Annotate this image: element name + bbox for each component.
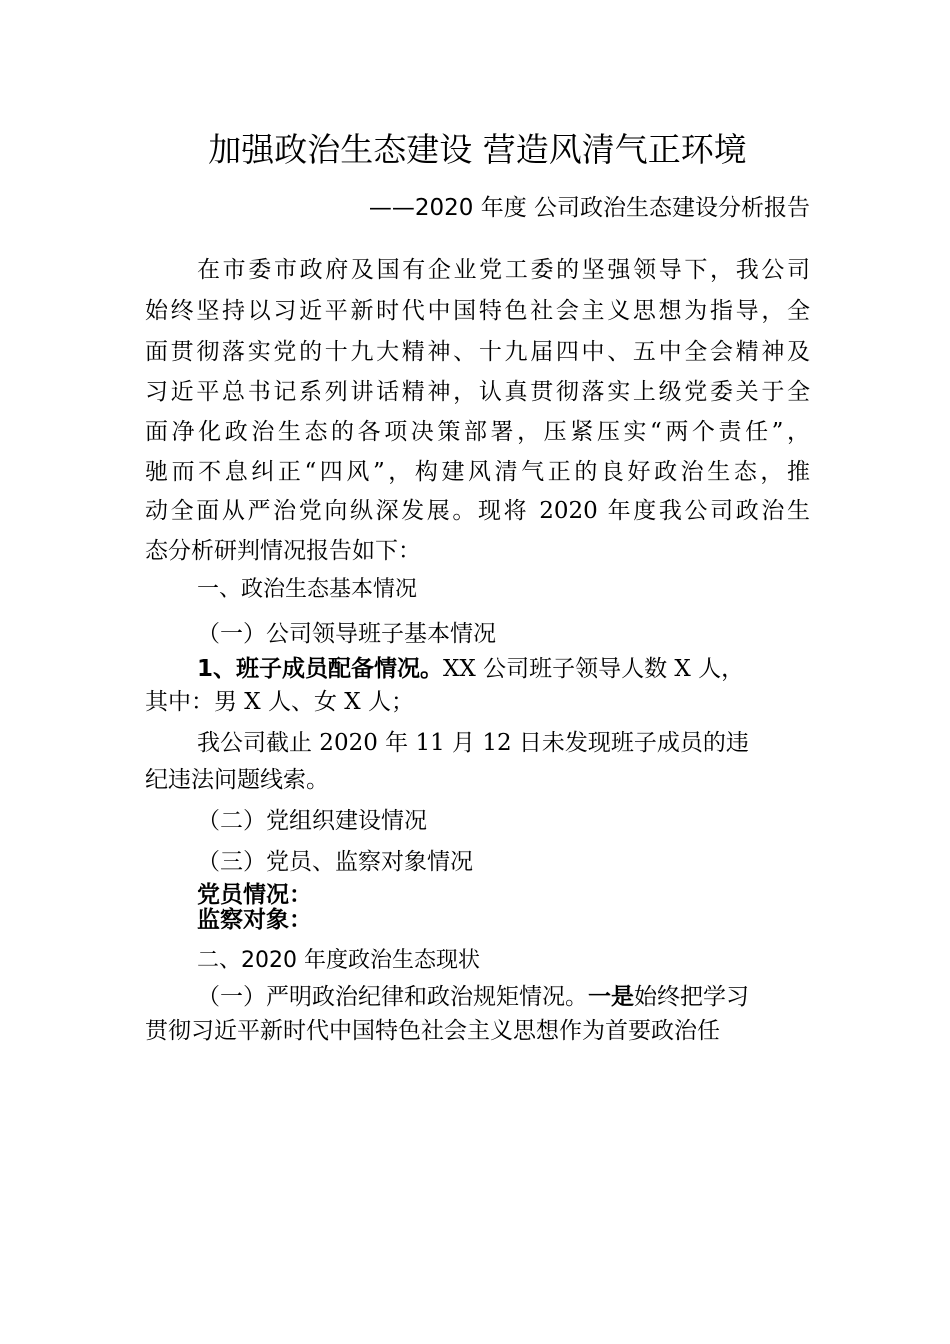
sub3-heading: （三）党员、监察对象情况 [197, 849, 473, 875]
intro-line-3: 面贯彻落实党的十九大精神、十九届四中、五中全会精神及 [145, 339, 810, 365]
sub4-rest: 始终把学习 [634, 984, 749, 1010]
intro-line-1: 在市委市政府及国有企业党工委的坚强领导下，我公司 [197, 257, 810, 283]
item1-text: XX 公司班子领导人数 X 人， [443, 656, 745, 682]
section2-heading: 二、2020 年度政治生态现状 [197, 948, 480, 973]
sub4-line [197, 983, 810, 1011]
sub4-bold: 一是 [588, 984, 634, 1010]
item1-line-2: 其中：男 X 人、女 X 人； [145, 689, 414, 715]
intro-line-5: 面净化政治生态的各项决策部署，压紧压实“两个责任”， [145, 419, 810, 445]
sub1-heading: （一）公司领导班子基本情况 [197, 621, 496, 647]
document-subtitle: ——2020 年度 公司政治生态建设分析报告 [368, 195, 810, 221]
para2-line-1: 我公司截止 2020 年 11 月 12 日未发现班子成员的违 [197, 730, 749, 756]
supervision-label: 监察对象： [197, 907, 312, 933]
intro-line-8: 态分析研判情况报告如下： [145, 538, 421, 564]
intro-line-7: 动全面从严治党向纵深发展。现将 2020 年度我公司政治生 [145, 498, 810, 524]
item1-line [197, 655, 810, 683]
intro-line-4: 习近平总书记系列讲话精神，认真贯彻落实上级党委关于全 [145, 379, 810, 405]
intro-line-6: 驰而不息纠正“四风”，构建风清气正的良好政治生态，推 [145, 459, 810, 485]
intro-line-2: 始终坚持以习近平新时代中国特色社会主义思想为指导，全 [145, 298, 810, 324]
sub4-text: （一）严明政治纪律和政治规矩情况。 [197, 984, 588, 1010]
last-line: 贯彻习近平新时代中国特色社会主义思想作为首要政治任 [145, 1018, 720, 1044]
members-label: 党员情况： [197, 882, 312, 908]
document-title: 加强政治生态建设 营造风清气正环境 [208, 130, 747, 169]
sub2-heading: （二）党组织建设情况 [197, 808, 427, 834]
para2-line-2: 纪违法问题线索。 [145, 767, 329, 793]
section1-heading: 一、政治生态基本情况 [197, 577, 418, 602]
item1-bold-label: 1、班子成员配备情况。 [197, 656, 444, 682]
